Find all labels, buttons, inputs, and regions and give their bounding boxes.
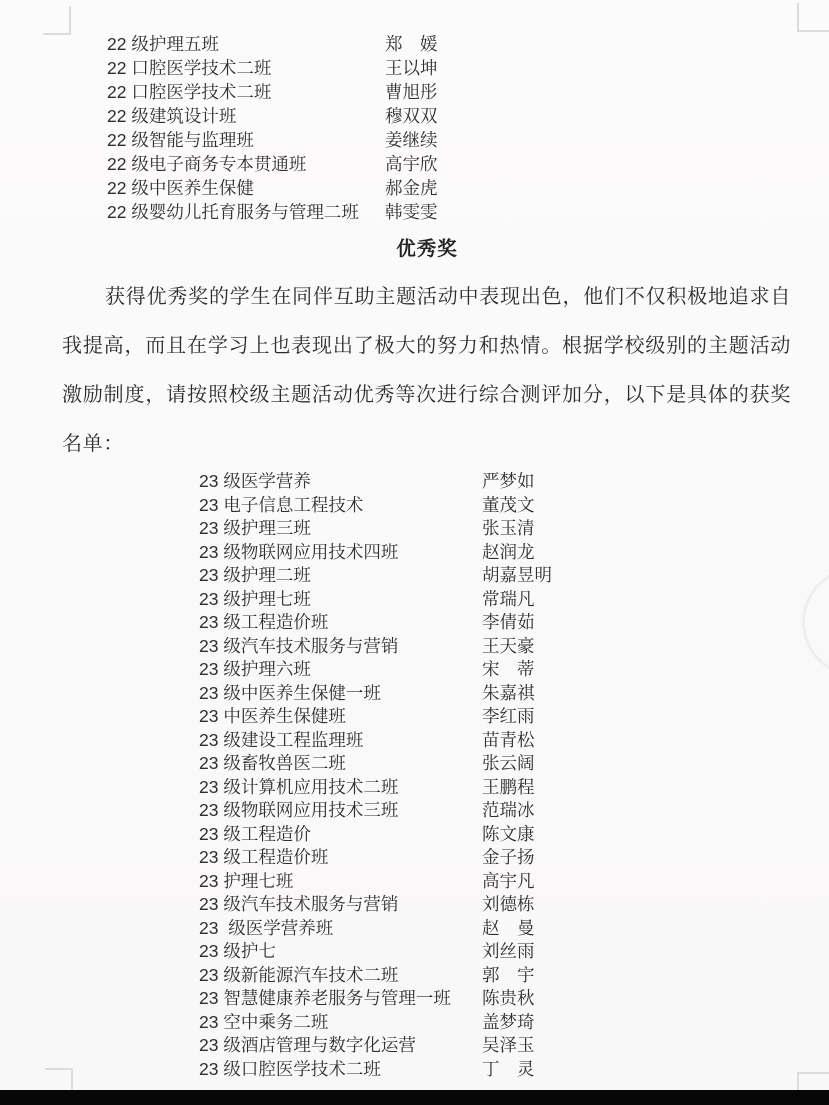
list-item bbox=[199, 682, 552, 706]
student-name: 范瑞冰 bbox=[482, 800, 535, 820]
class-label: 23 级畜牧兽医二班 bbox=[199, 753, 346, 773]
student-name: 郑 媛 bbox=[385, 34, 438, 54]
student-name: 张云阔 bbox=[482, 753, 535, 773]
student-name: 姜继续 bbox=[385, 130, 438, 150]
student-name: 苗青松 bbox=[482, 729, 535, 750]
list-item bbox=[199, 752, 552, 776]
list-item bbox=[199, 987, 552, 1011]
class-label: 22 口腔医学技术二班 bbox=[107, 58, 272, 78]
class-label: 22 级婴幼儿托育服务与管理二班 bbox=[107, 202, 359, 222]
student-name: 高宇凡 bbox=[482, 870, 535, 891]
award-description-paragraph: 获得优秀奖的学生在同伴互助主题活动中表现出色，他们不仅积极地追求自我提高，而且在学习上也表现出了极大的努力和热情。根据学校级别的主题活动激励制度，请按照校级主题活动优秀等次进行综合测评加分，以下是具体的获奖名单： bbox=[62, 286, 791, 455]
list-item bbox=[199, 846, 552, 870]
student-name: 吴泽玉 bbox=[482, 1035, 535, 1055]
class-label: 23 级护理六班 bbox=[199, 659, 311, 679]
list-item bbox=[199, 705, 552, 729]
student-name: 宋 蒂 bbox=[482, 659, 535, 679]
list-item bbox=[199, 658, 552, 682]
list-item bbox=[199, 870, 552, 894]
class-label: 22 级建筑设计班 bbox=[107, 106, 237, 126]
screenshot-bottom-black-bar bbox=[0, 1090, 829, 1105]
class-label: 23 级护七 bbox=[199, 941, 276, 961]
list-item bbox=[107, 80, 438, 104]
student-name: 陈文康 bbox=[482, 823, 535, 844]
list-item bbox=[199, 893, 552, 917]
text-boundary-corner-top-right bbox=[797, 3, 829, 32]
student-name: 郭 宇 bbox=[482, 964, 535, 985]
student-name: 王鹏程 bbox=[482, 776, 535, 797]
class-label: 23 中医养生保健班 bbox=[199, 706, 346, 726]
class-label: 23 级护理二班 bbox=[199, 565, 311, 585]
list-item bbox=[199, 964, 552, 988]
class-label: 22 级智能与监理班 bbox=[107, 130, 254, 150]
class-label: 23 级工程造价班 bbox=[199, 612, 329, 632]
student-name: 王以坤 bbox=[385, 58, 438, 78]
class-label: 23 电子信息工程技术 bbox=[199, 494, 364, 515]
class-label: 23 级物联网应用技术四班 bbox=[199, 541, 399, 562]
student-name: 赵润龙 bbox=[482, 541, 535, 562]
class-label: 23 级酒店管理与数字化运营 bbox=[199, 1035, 416, 1055]
list-item bbox=[199, 823, 552, 847]
list-item bbox=[107, 56, 438, 80]
student-name: 陈贵秋 bbox=[482, 988, 535, 1008]
list-item bbox=[199, 1011, 552, 1035]
class-label: 23 级中医养生保健一班 bbox=[199, 682, 381, 703]
class-label: 22 级电子商务专本贯通班 bbox=[107, 154, 307, 174]
student-name: 曹旭彤 bbox=[385, 82, 438, 102]
class-label: 23 级工程造价班 bbox=[199, 847, 329, 867]
text-boundary-corner-top-left bbox=[43, 6, 71, 35]
class-label: 23 级建设工程监理班 bbox=[199, 729, 364, 750]
award-list-grade-23 bbox=[199, 470, 552, 1081]
list-item bbox=[107, 152, 438, 176]
list-item bbox=[107, 32, 438, 56]
student-name: 刘丝雨 bbox=[482, 941, 535, 961]
student-name: 穆双双 bbox=[385, 106, 438, 126]
student-name: 刘德栋 bbox=[482, 894, 535, 914]
student-name: 金子扬 bbox=[482, 847, 535, 867]
list-item bbox=[199, 564, 552, 588]
class-label: 23 级物联网应用技术三班 bbox=[199, 800, 399, 820]
list-item bbox=[199, 776, 552, 800]
student-name: 郝金虎 bbox=[385, 178, 438, 198]
list-item bbox=[199, 917, 552, 941]
list-item bbox=[199, 470, 552, 494]
student-name: 李倩茹 bbox=[482, 612, 535, 632]
list-item bbox=[107, 128, 438, 152]
list-item bbox=[107, 104, 438, 128]
class-label: 23 空中乘务二班 bbox=[199, 1011, 329, 1032]
student-name: 王天豪 bbox=[482, 635, 535, 656]
list-item bbox=[199, 940, 552, 964]
list-item bbox=[107, 200, 438, 224]
student-name: 盖梦琦 bbox=[482, 1011, 535, 1032]
list-item bbox=[199, 494, 552, 518]
class-label: 23 级医学营养 bbox=[199, 471, 311, 491]
class-label: 22 级中医养生保健 bbox=[107, 178, 254, 198]
list-item bbox=[199, 588, 552, 612]
student-name: 韩雯雯 bbox=[385, 202, 438, 222]
class-label: 23 级汽车技术服务与营销 bbox=[199, 635, 399, 656]
class-label: 22 级护理五班 bbox=[107, 34, 219, 54]
class-label: 23 级医学营养班 bbox=[199, 917, 334, 938]
list-item bbox=[199, 517, 552, 541]
student-name: 高宇欣 bbox=[385, 154, 438, 174]
class-label: 23 智慧健康养老服务与管理一班 bbox=[199, 988, 451, 1008]
award-list-grade-22 bbox=[107, 32, 438, 224]
class-label: 23 级工程造价 bbox=[199, 823, 311, 844]
class-label: 23 级护理三班 bbox=[199, 518, 311, 538]
class-label: 23 护理七班 bbox=[199, 870, 294, 891]
list-item bbox=[199, 1058, 552, 1082]
page-edge-artifact-circle bbox=[802, 567, 829, 677]
student-name: 张玉清 bbox=[482, 518, 535, 538]
list-item bbox=[199, 799, 552, 823]
class-label: 23 级口腔医学技术二班 bbox=[199, 1058, 381, 1079]
list-item bbox=[107, 176, 438, 200]
class-label: 23 级新能源汽车技术二班 bbox=[199, 964, 399, 985]
student-name: 胡嘉昱明 bbox=[482, 565, 552, 585]
list-item bbox=[199, 729, 552, 753]
list-item bbox=[199, 635, 552, 659]
class-label: 22 口腔医学技术二班 bbox=[107, 82, 272, 102]
class-label: 23 级计算机应用技术二班 bbox=[199, 776, 399, 797]
student-name: 朱嘉祺 bbox=[482, 682, 535, 703]
class-label: 23 级汽车技术服务与营销 bbox=[199, 894, 399, 914]
student-name: 董茂文 bbox=[482, 494, 535, 515]
list-item bbox=[199, 1034, 552, 1058]
student-name: 李红雨 bbox=[482, 706, 535, 726]
student-name: 赵 曼 bbox=[482, 917, 535, 938]
list-item bbox=[199, 541, 552, 565]
list-item bbox=[199, 611, 552, 635]
student-name: 严梦如 bbox=[482, 471, 535, 491]
student-name: 常瑞凡 bbox=[482, 588, 535, 609]
student-name: 丁 灵 bbox=[482, 1058, 535, 1079]
class-label: 23 级护理七班 bbox=[199, 588, 311, 609]
section-heading-excellence-award: 优秀奖 bbox=[396, 238, 458, 260]
